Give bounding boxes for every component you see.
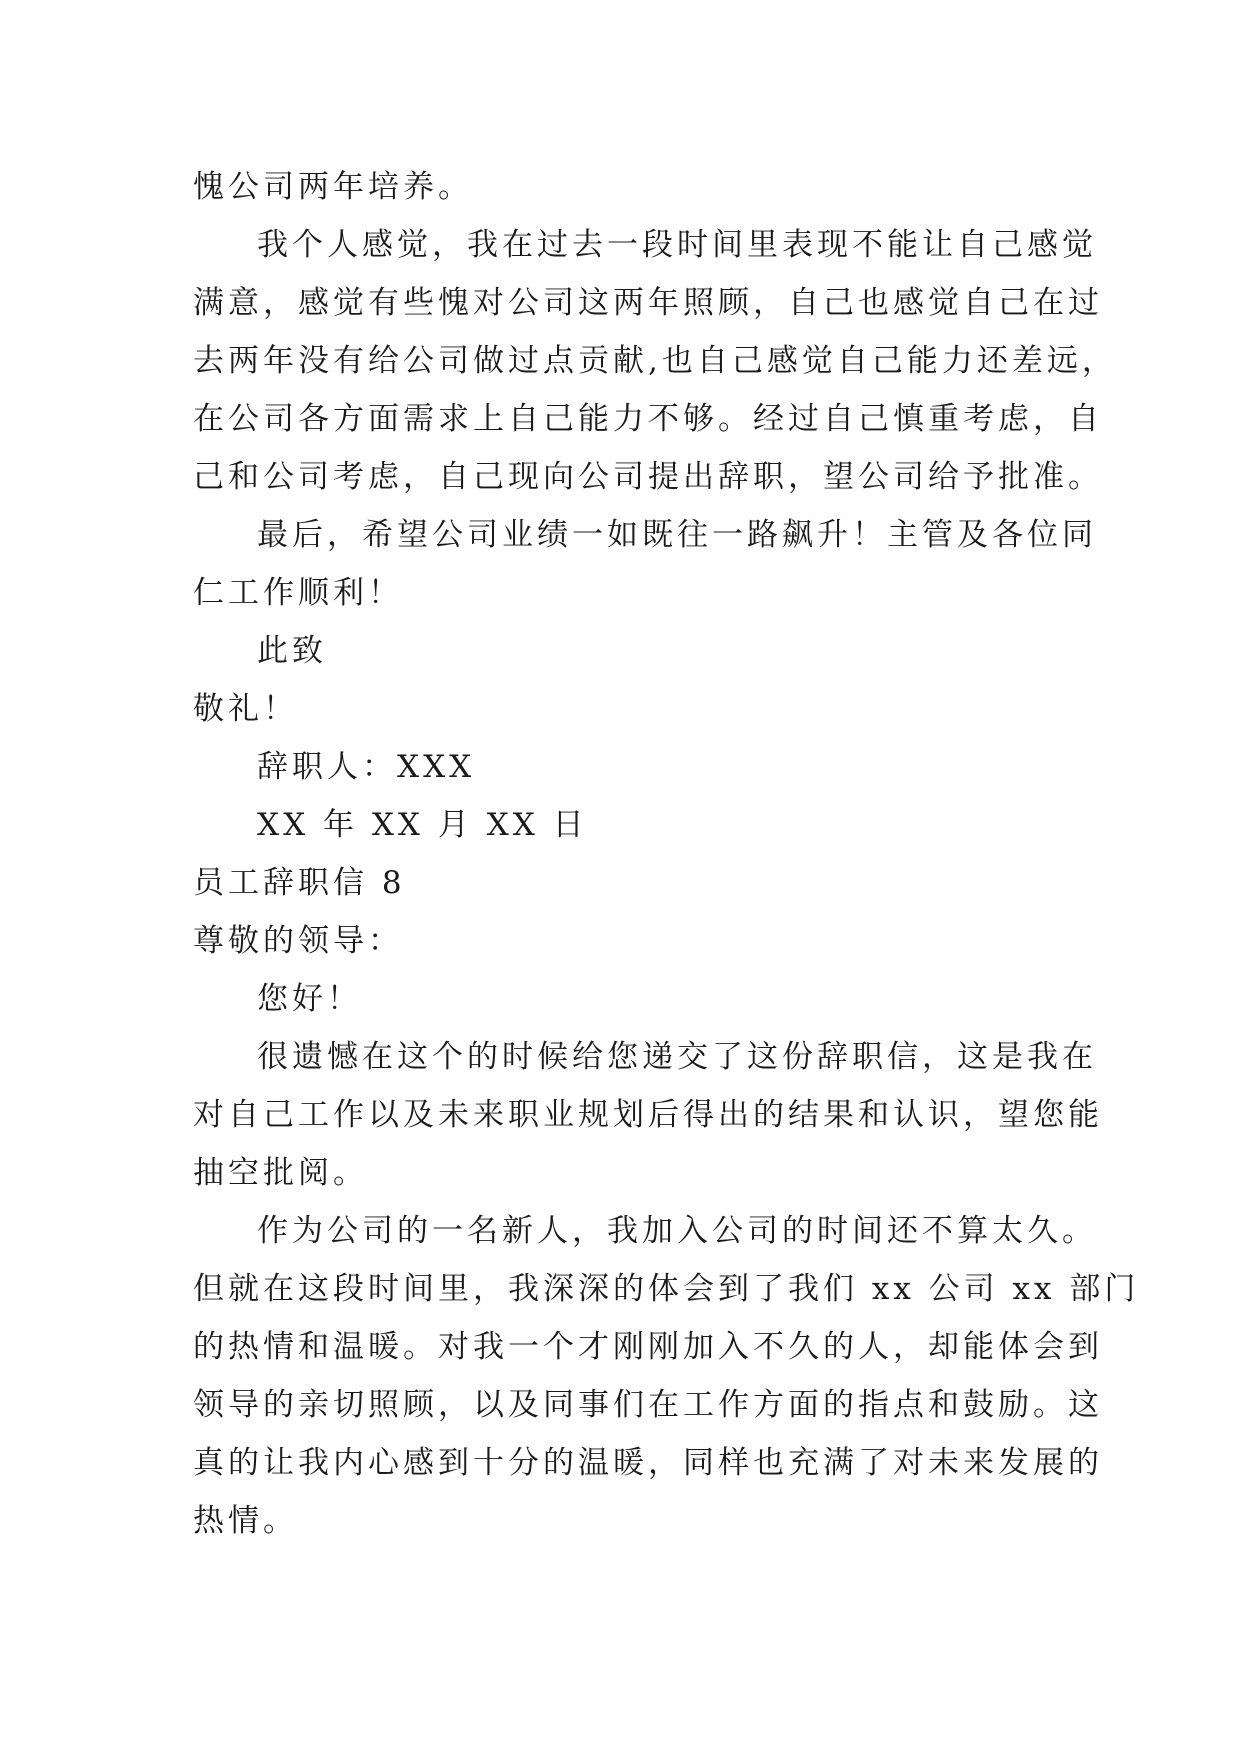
text-line: 最后，希望公司业绩一如既往一路飙升！主管及各位同: [257, 517, 1097, 553]
text-line: 仁工作顺利！: [193, 575, 403, 611]
text-line: 己和公司考虑，自己现向公司提出辞职，望公司给予批准。: [193, 459, 1103, 495]
closing-regards: 敬礼！: [193, 691, 298, 727]
text-line: 满意，感觉有些愧对公司这两年照顾，自己也感觉自己在过: [193, 285, 1103, 321]
signature-line: 辞职人：XXX: [257, 749, 476, 785]
text-line: 但就在这段时间里，我深深的体会到了我们 xx 公司 xx 部门: [193, 1271, 1140, 1307]
greeting-recipient: 尊敬的领导：: [193, 923, 403, 959]
text-line: 抽空批阅。: [193, 1155, 368, 1191]
text-line: 很遗憾在这个的时候给您递交了这份辞职信，这是我在: [257, 1039, 1097, 1075]
text-line: 的热情和温暖。对我一个才刚刚加入不久的人，却能体会到: [193, 1329, 1103, 1365]
text-line: 热情。: [193, 1503, 298, 1539]
text-line: 真的让我内心感到十分的温暖，同样也充满了对未来发展的: [193, 1445, 1103, 1481]
closing-salutation: 此致: [257, 633, 327, 669]
text-line: 愧公司两年培养。: [193, 169, 473, 205]
date-line: XX 年 XX 月 XX 日: [257, 807, 588, 843]
text-line: 领导的亲切照顾，以及同事们在工作方面的指点和鼓励。这: [193, 1387, 1103, 1423]
greeting: 您好！: [257, 981, 362, 1017]
section-title: 员工辞职信 8: [193, 865, 406, 901]
text-line: 我个人感觉，我在过去一段时间里表现不能让自己感觉: [257, 227, 1097, 263]
document-body: [193, 158, 1140, 1550]
text-line: 作为公司的一名新人，我加入公司的时间还不算太久。: [257, 1213, 1097, 1249]
text-line: 对自己工作以及未来职业规划后得出的结果和认识，望您能: [193, 1097, 1103, 1133]
text-line: 去两年没有给公司做过点贡献,也自己感觉自己能力还差远，: [193, 343, 1117, 379]
text-line: 在公司各方面需求上自己能力不够。经过自己慎重考虑，自: [193, 401, 1103, 437]
